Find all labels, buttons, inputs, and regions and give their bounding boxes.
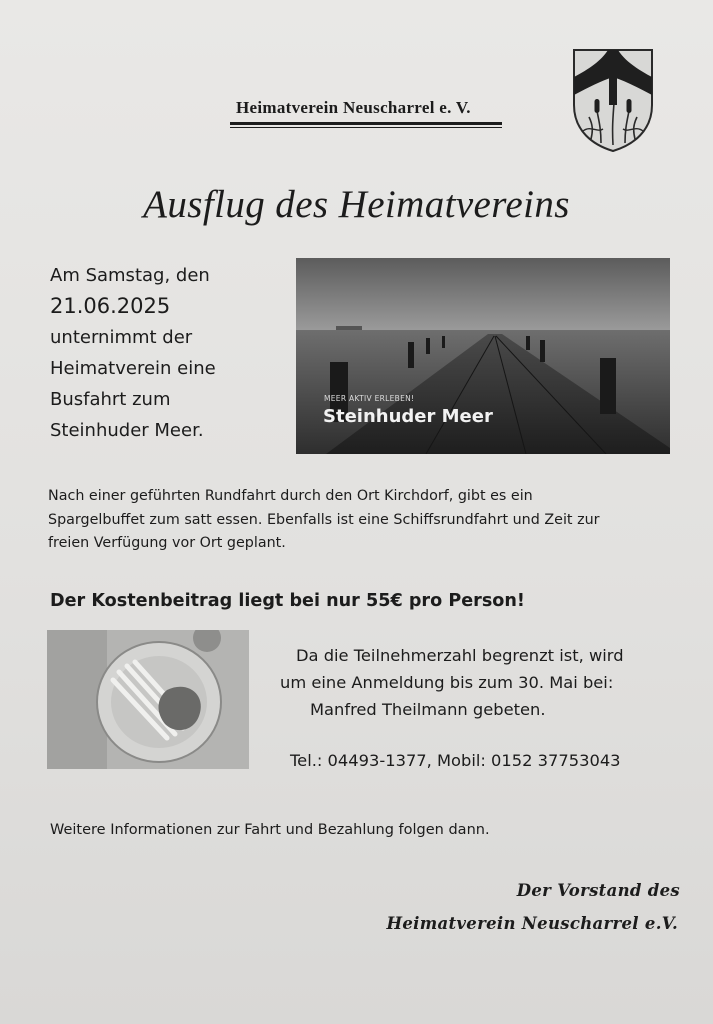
header-rule-thin xyxy=(230,127,502,128)
program-line: Spargelbuffet zum satt essen. Ebenfalls ist eine Schiffsrundfahrt und Zeit zur xyxy=(48,511,600,528)
header-rule-thick xyxy=(230,122,502,125)
intro-line: Busfahrt zum xyxy=(50,389,171,410)
registration-line: um eine Anmeldung bis zum 30. Mai bei: xyxy=(280,673,614,692)
intro-line: Heimatverein eine xyxy=(50,358,216,379)
asparagus-plate-image-icon xyxy=(47,630,249,769)
lake-photo-tagline: MEER AKTIV ERLEBEN! xyxy=(324,394,415,403)
club-name: Heimatverein Neuscharrel e. V. xyxy=(236,98,471,117)
intro-line: Steinhuder Meer. xyxy=(50,420,204,441)
program-paragraph xyxy=(48,485,668,556)
program-line: freien Verfügung vor Ort geplant. xyxy=(48,535,286,551)
coat-of-arms-icon xyxy=(571,47,655,153)
intro-line: unternimmt der xyxy=(50,327,193,348)
closing-note: Weitere Informationen zur Fahrt und Bezahlung folgen dann. xyxy=(50,822,490,838)
registration-line: Da die Teilnehmerzahl begrenzt ist, wird xyxy=(296,646,624,665)
program-line: Nach einer geführten Rundfahrt durch den Ort Kirchdorf, gibt es ein xyxy=(48,488,533,504)
food-photo xyxy=(47,630,249,769)
intro-text xyxy=(50,260,290,446)
registration-line: Manfred Theilmann gebeten. xyxy=(310,700,546,719)
signature-line: Der Vorstand des xyxy=(516,881,680,900)
intro-date: 21.06.2025 xyxy=(50,294,171,318)
contact-phone: Tel.: 04493-1377, Mobil: 0152 37753043 xyxy=(290,751,621,770)
signature-line: Heimatverein Neuscharrel e.V. xyxy=(386,914,678,933)
page-title: Ausflug des Heimatvereins xyxy=(143,183,570,226)
intro-line: Am Samstag, den xyxy=(50,265,210,286)
lake-photo-title: Steinhuder Meer xyxy=(323,406,493,427)
cost-statement: Der Kostenbeitrag liegt bei nur 55€ pro Person! xyxy=(50,591,525,611)
